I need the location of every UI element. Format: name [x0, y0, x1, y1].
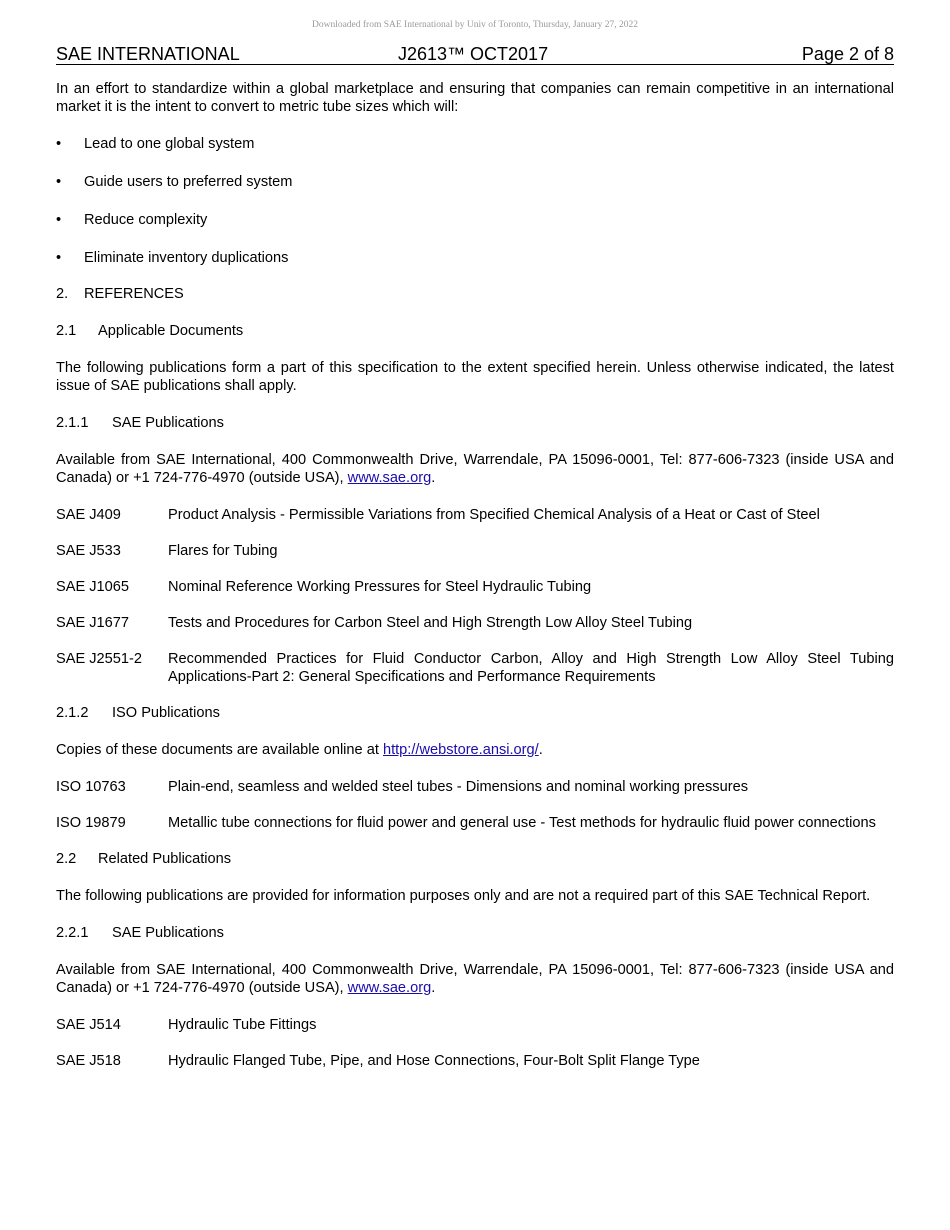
- section-title: SAE Publications: [112, 415, 224, 431]
- section-title: Applicable Documents: [98, 323, 244, 339]
- reference-title: Hydraulic Flanged Tube, Pipe, and Hose Connections, Four-Bolt Split Flange Type: [168, 1053, 700, 1069]
- section-number: 2.: [56, 286, 69, 302]
- bullet-glyph: •: [56, 212, 62, 228]
- related-reference-list: [56, 1016, 894, 1070]
- reference-code: SAE J2551-2: [56, 651, 142, 667]
- section-heading-2-1: [56, 322, 894, 340]
- section-heading-2-1-2: [56, 704, 894, 722]
- reference-title: Recommended Practices for Fluid Conductor Carbon, Alloy and High Strength Low Alloy Steel Tubing Applications-Part 2: General Specifications and Performance Requirements: [168, 651, 894, 685]
- reference-title: Flares for Tubing: [168, 543, 278, 559]
- reference-code: ISO 19879: [56, 815, 126, 831]
- sae-availability-paragraph-2: [56, 961, 894, 997]
- reference-title: Hydraulic Tube Fittings: [168, 1017, 317, 1033]
- reference-code: SAE J1677: [56, 615, 130, 631]
- section-number: 2.1: [56, 323, 77, 339]
- sae-reference-list: [56, 506, 894, 686]
- iso-availability-paragraph: [56, 741, 894, 759]
- list-item: [56, 211, 894, 229]
- download-watermark: Downloaded from SAE International by Univ of Toronto, Thursday, January 27, 2022: [311, 20, 639, 30]
- reference-item: [56, 1052, 894, 1070]
- availability-text: Available from SAE International, 400 Commonwealth Drive, Warrendale, PA 15096-0001, Tel: 877-606-7323 (inside USA and Canada) or +1 724-776-4970 (outside USA),: [56, 962, 894, 996]
- header-doc-id: J2613™ OCT2017: [398, 44, 549, 64]
- list-item-text: Eliminate inventory duplications: [84, 250, 289, 266]
- page-header: [56, 44, 894, 65]
- reference-code: SAE J518: [56, 1053, 121, 1069]
- section-heading-2: [56, 285, 894, 303]
- document-body: [56, 80, 894, 1088]
- reference-code: SAE J1065: [56, 579, 130, 595]
- reference-item: [56, 814, 894, 832]
- reference-item: [56, 506, 894, 524]
- reference-item: [56, 778, 894, 796]
- punctuation: .: [538, 742, 543, 758]
- reference-code: ISO 10763: [56, 779, 126, 795]
- availability-text: Copies of these documents are available online at: [56, 742, 383, 758]
- section-number: 2.2.1: [56, 925, 89, 941]
- related-publications-paragraph: The following publications are provided for information purposes only and are not a required part of this SAE Technical Report.: [56, 888, 871, 904]
- section-title: Related Publications: [98, 851, 232, 867]
- reference-code: SAE J409: [56, 507, 121, 523]
- section-number: 2.1.2: [56, 705, 89, 721]
- punctuation: .: [431, 980, 436, 996]
- availability-text: Available from SAE International, 400 Commonwealth Drive, Warrendale, PA 15096-0001, Tel: 877-606-7323 (inside USA and Canada) or +1 724-776-4970 (outside USA),: [56, 452, 894, 486]
- reference-title: Plain-end, seamless and welded steel tubes - Dimensions and nominal working pressures: [168, 779, 748, 795]
- list-item-text: Lead to one global system: [84, 136, 255, 152]
- reference-title: Product Analysis - Permissible Variations from Specified Chemical Analysis of a Heat or Cast of Steel: [168, 507, 820, 523]
- section-heading-2-2: [56, 850, 894, 868]
- section-number: 2.1.1: [56, 415, 89, 431]
- sae-availability-paragraph: [56, 451, 894, 487]
- reference-code: SAE J514: [56, 1017, 121, 1033]
- list-item-text: Guide users to preferred system: [84, 174, 293, 190]
- list-item: [56, 249, 894, 267]
- reference-item: [56, 614, 894, 632]
- reference-title: Nominal Reference Working Pressures for Steel Hydraulic Tubing: [168, 579, 592, 595]
- applicable-docs-paragraph: The following publications form a part of this specification to the extent specified herein. Unless otherwise indicated, the latest issue of SAE publications shall apply.: [56, 360, 894, 394]
- header-page-number: Page 2 of 8: [801, 44, 894, 64]
- section-number: 2.2: [56, 851, 77, 867]
- reference-item: [56, 650, 894, 686]
- section-title: REFERENCES: [84, 286, 184, 302]
- bullet-glyph: •: [56, 136, 62, 152]
- list-item: [56, 173, 894, 191]
- reference-code: SAE J533: [56, 543, 121, 559]
- section-title: SAE Publications: [112, 925, 224, 941]
- reference-item: [56, 542, 894, 560]
- sae-website-link[interactable]: www.sae.org: [347, 980, 432, 996]
- iso-reference-list: [56, 778, 894, 832]
- section-title: ISO Publications: [112, 705, 220, 721]
- reference-item: [56, 578, 894, 596]
- section-heading-2-2-1: [56, 924, 894, 942]
- intro-paragraph: In an effort to standardize within a global marketplace and ensuring that companies can remain competitive in an international market it is the intent to convert to metric tube sizes which will:: [56, 81, 894, 115]
- bullet-glyph: •: [56, 174, 62, 190]
- ansi-webstore-link[interactable]: http://webstore.ansi.org/: [382, 742, 539, 758]
- header-org: SAE INTERNATIONAL: [56, 44, 240, 64]
- section-heading-2-1-1: [56, 414, 894, 432]
- reference-title: Tests and Procedures for Carbon Steel and High Strength Low Alloy Steel Tubing: [168, 615, 693, 631]
- reference-title: Metallic tube connections for fluid power and general use - Test methods for hydraulic fluid power connections: [168, 815, 876, 831]
- list-item-text: Reduce complexity: [84, 212, 208, 228]
- punctuation: .: [431, 470, 436, 486]
- list-item: [56, 135, 894, 153]
- sae-website-link[interactable]: www.sae.org: [347, 470, 432, 486]
- goals-list: [56, 135, 894, 267]
- reference-item: [56, 1016, 894, 1034]
- bullet-glyph: •: [56, 250, 62, 266]
